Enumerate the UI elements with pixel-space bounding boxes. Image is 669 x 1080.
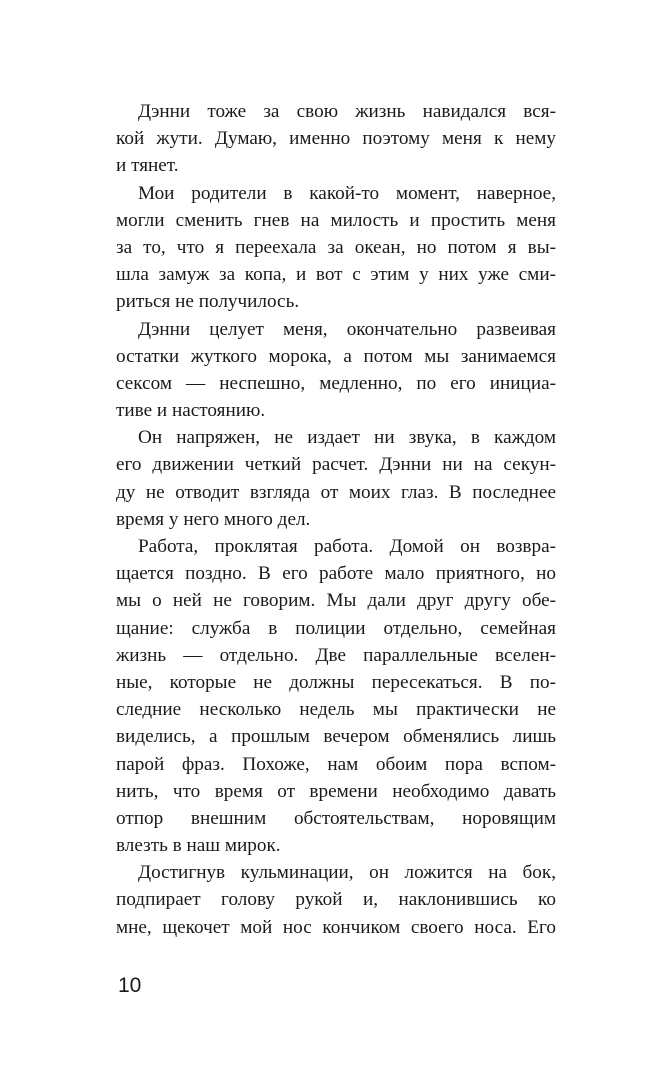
text-line: время у него много дел. bbox=[116, 508, 311, 530]
text-line: Работа, проклятая работа. Домой он возвра- bbox=[138, 536, 556, 557]
text-line: остатки жуткого морока, а потом мы занимаемся bbox=[116, 345, 556, 367]
paragraph bbox=[116, 180, 556, 316]
text-line: риться не получилось. bbox=[116, 291, 300, 313]
paragraph bbox=[116, 859, 556, 941]
text-line: за то, что я переехала за океан, но потом я вы- bbox=[116, 236, 556, 258]
text-line: мы о ней не говорим. Мы дали друг другу обе- bbox=[116, 590, 556, 612]
text-line: шла замуж за копа, и вот с этим у них уже сми- bbox=[116, 264, 556, 286]
text-line: отпор внешним обстоятельствам, норовящим bbox=[116, 807, 556, 829]
paragraph bbox=[116, 533, 556, 859]
text-line: могли сменить гнев на милость и простить меня bbox=[116, 209, 556, 231]
text-line: кой жути. Думаю, именно поэтому меня к нему bbox=[116, 128, 556, 150]
text-line: щание: служба в полиции отдельно, семейная bbox=[116, 617, 556, 639]
page-number: 10 bbox=[118, 974, 142, 997]
text-line: Он напряжен, не издает ни звука, в каждом bbox=[138, 427, 556, 449]
text-line: нить, что время от времени необходимо давать bbox=[116, 780, 556, 802]
text-line: подпирает голову рукой и, наклонившись ко bbox=[116, 889, 556, 911]
text-line: ду не отводит взгляда от моих глаз. В последнее bbox=[116, 481, 556, 503]
text-line: ные, которые не должны пересекаться. В по- bbox=[116, 671, 556, 693]
text-line: сексом — неспешно, медленно, по его инициа- bbox=[116, 372, 556, 394]
text-line: жизнь — отдельно. Две параллельные вселен- bbox=[116, 644, 556, 666]
text-line: Достигнув кульминации, он ложится на бок, bbox=[138, 862, 556, 884]
text-line: следние несколько недель мы практически не bbox=[116, 699, 556, 721]
paragraph bbox=[116, 98, 556, 180]
text-line: Дэнни целует меня, окончательно развеивая bbox=[138, 318, 556, 340]
text-line: тиве и настоянию. bbox=[116, 400, 266, 422]
text-line: Дэнни тоже за свою жизнь навидался вся- bbox=[138, 101, 556, 122]
text-line: мне, щекочет мой нос кончиком своего носа. Его bbox=[116, 916, 556, 938]
paragraph bbox=[116, 316, 556, 425]
text-line: парой фраз. Похоже, нам обоим пора вспом- bbox=[116, 753, 556, 775]
text-line: щается поздно. В его работе мало приятного, но bbox=[116, 563, 556, 585]
text-line: виделись, а прошлым вечером обменялись лишь bbox=[116, 726, 556, 748]
paragraph bbox=[116, 424, 556, 533]
text-line: влезть в наш мирок. bbox=[116, 835, 281, 857]
text-line: его движении четкий расчет. Дэнни ни на секун- bbox=[116, 454, 556, 476]
body-text bbox=[116, 98, 556, 941]
text-line: Мои родители в какой-то момент, наверное, bbox=[138, 182, 556, 204]
text-line: и тянет. bbox=[116, 155, 179, 177]
